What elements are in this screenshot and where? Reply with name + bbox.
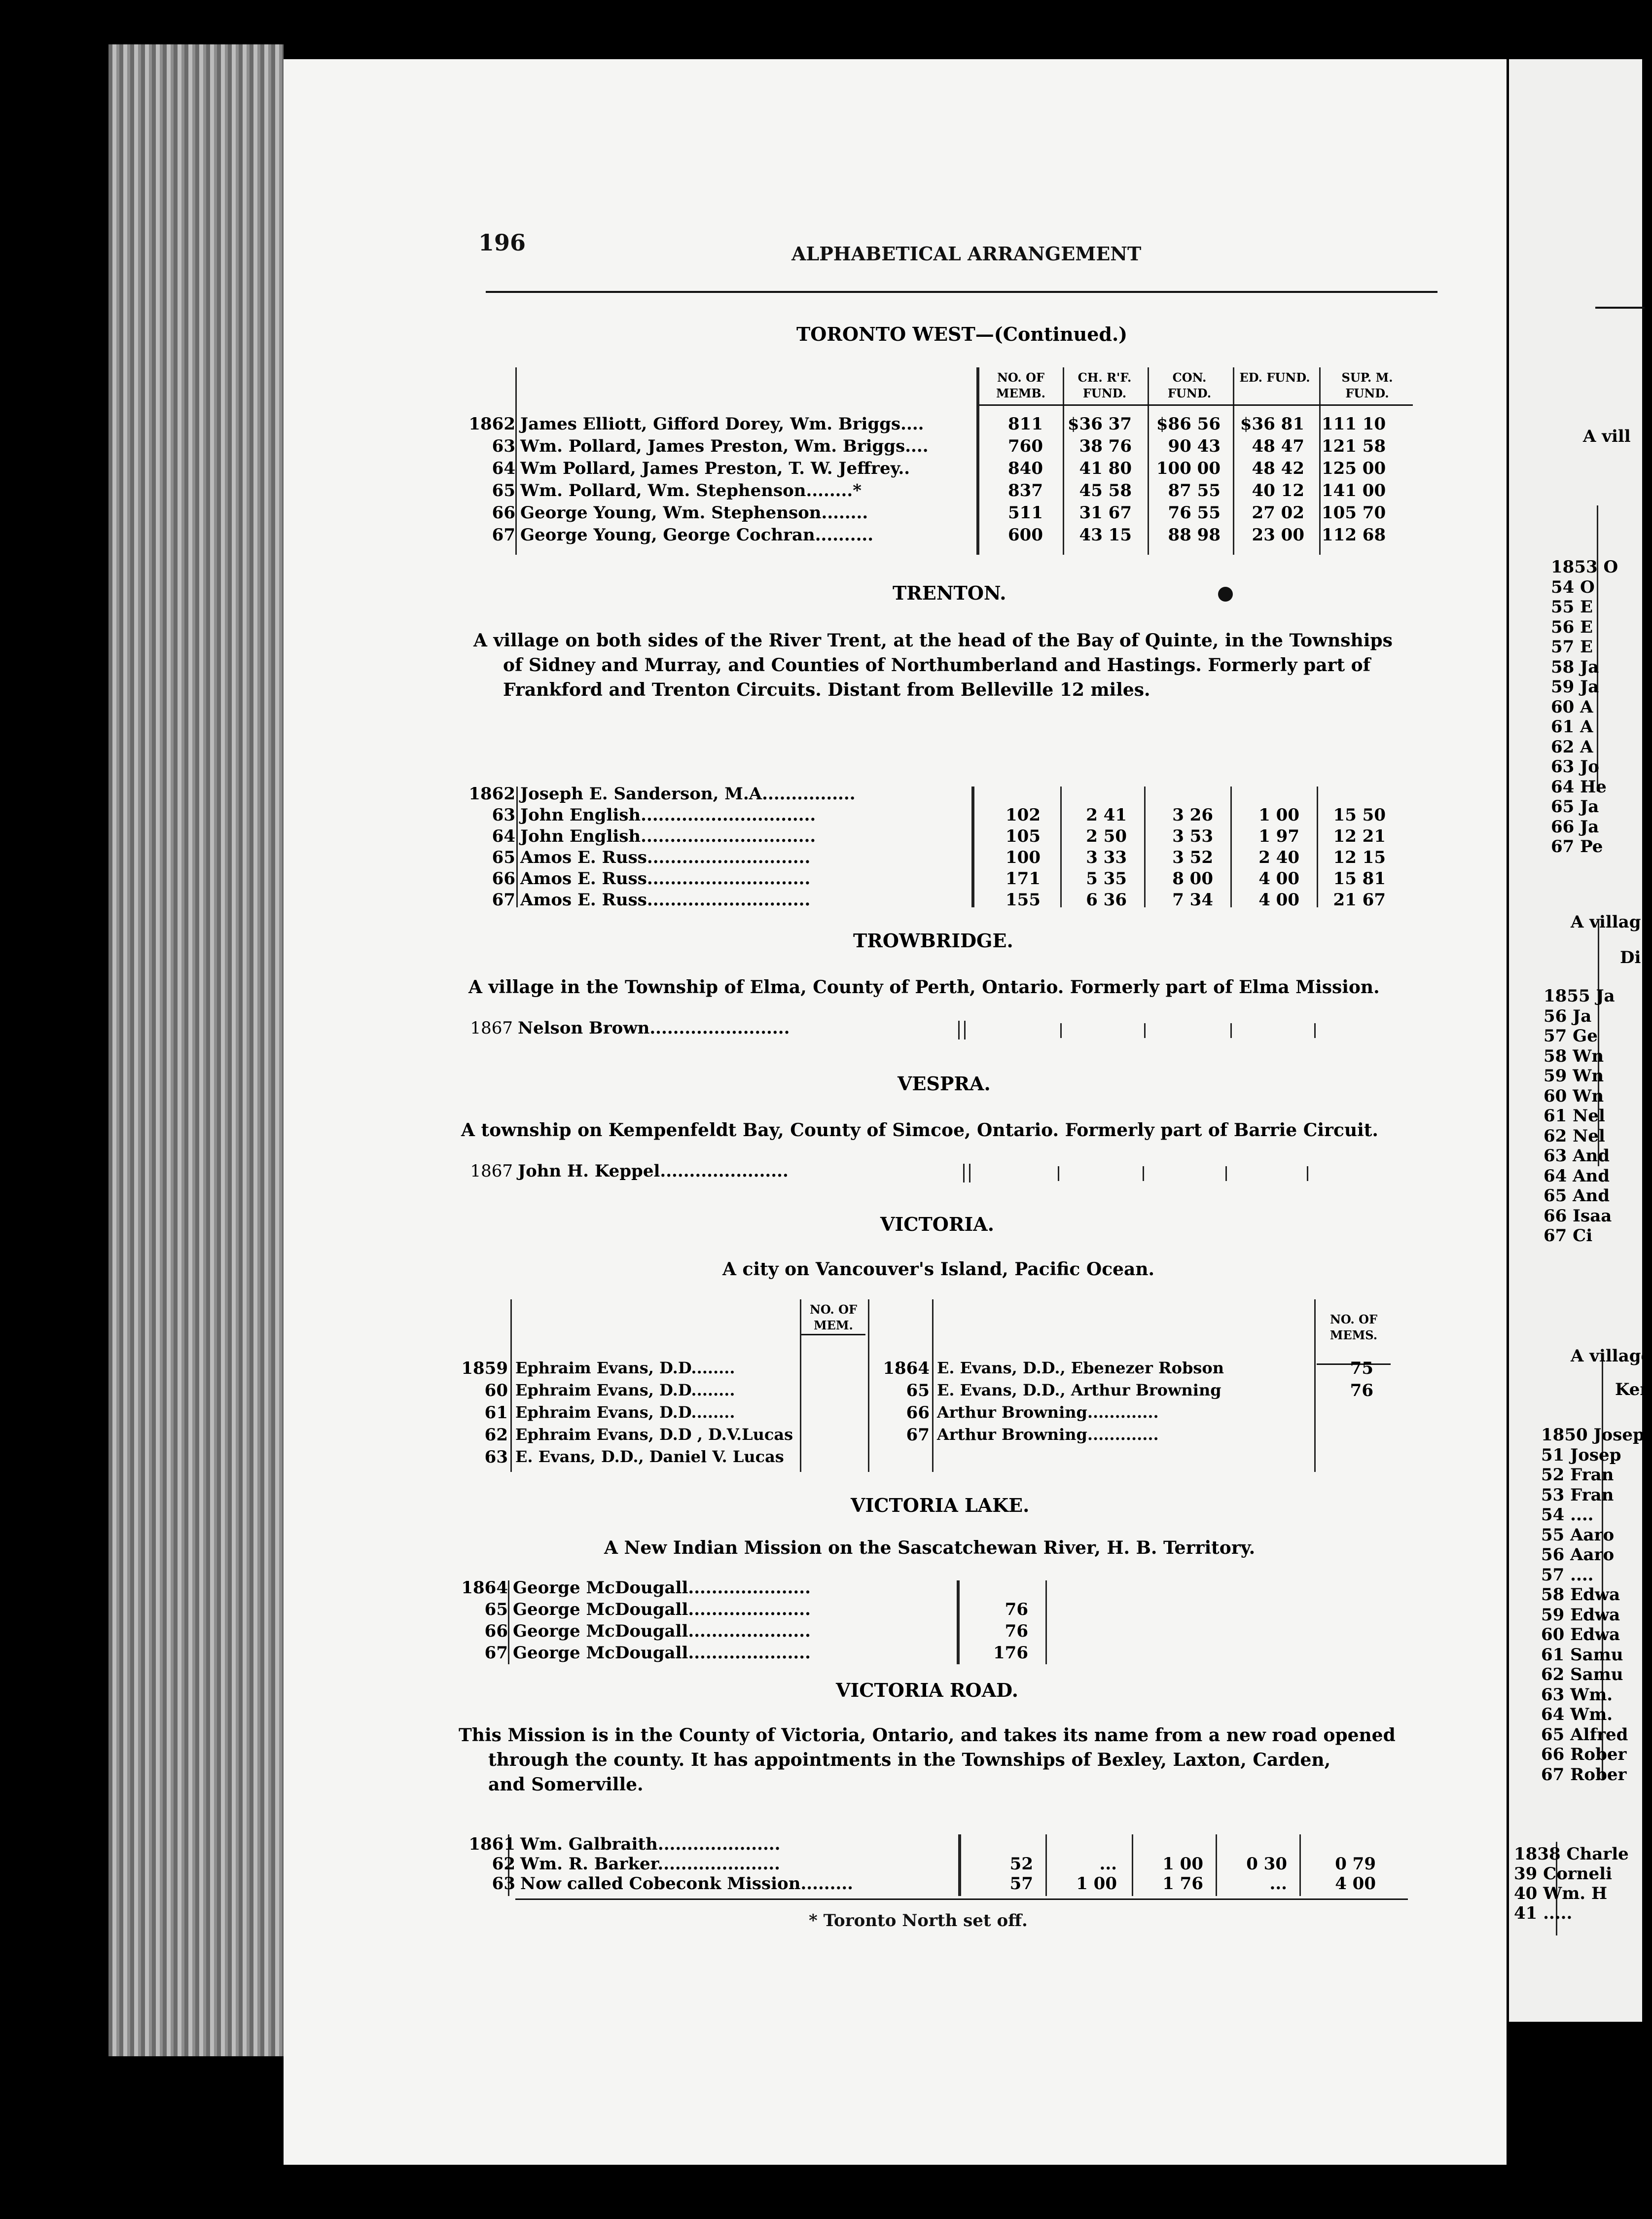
table-cell-memb bbox=[964, 1834, 1033, 1854]
table-cell-memb bbox=[976, 784, 1041, 804]
table-row-name: John English.............................. bbox=[520, 805, 816, 825]
table-row-year: 62 bbox=[484, 1425, 508, 1445]
trowbridge-rule-f bbox=[1314, 1023, 1316, 1038]
table-row-year: 67 bbox=[906, 1425, 930, 1445]
table-row-name: George McDougall..................... bbox=[513, 1578, 811, 1598]
vespra-rule-c bbox=[1058, 1166, 1059, 1181]
tw-col-chrf: CH. R'F. FUND. bbox=[1077, 370, 1132, 400]
table-row-year: 60 bbox=[484, 1381, 508, 1400]
table-cell-ed: 48 42 bbox=[1252, 459, 1304, 478]
table-cell-chrf: 1 00 bbox=[1076, 1874, 1117, 1894]
adjacent-page-line: 53 Fran bbox=[1541, 1485, 1614, 1505]
adjacent-page-line: 1855 Ja bbox=[1544, 986, 1615, 1006]
strip-rule-a bbox=[1597, 505, 1598, 791]
adjacent-page-line: 1838 Charle bbox=[1514, 1844, 1629, 1864]
vespra-rule-b bbox=[969, 1164, 970, 1182]
adjacent-page-line: 65 Alfred bbox=[1541, 1724, 1628, 1745]
footer-rule bbox=[515, 1898, 1408, 1900]
adjacent-page-line: 58 Ja bbox=[1551, 657, 1599, 677]
vic-mem-head-rule bbox=[801, 1334, 865, 1335]
tw-rule-2 bbox=[1148, 367, 1149, 555]
adjacent-page-line: 1853 O bbox=[1551, 557, 1618, 577]
table-cell-sup bbox=[1319, 784, 1386, 804]
table-cell-sup: 125 00 bbox=[1322, 459, 1386, 478]
table-cell-memb: 155 bbox=[1006, 890, 1041, 910]
table-row-name: Arthur Browning............. bbox=[937, 1425, 1159, 1444]
table-cell-memb: 837 bbox=[1008, 481, 1043, 501]
table-cell-chrf: 43 15 bbox=[1079, 525, 1132, 545]
tr-rule-1 bbox=[1060, 787, 1062, 907]
table-row-year: 63 bbox=[492, 436, 515, 456]
adjacent-page-line: 66 Isaa bbox=[1544, 1206, 1612, 1226]
adjacent-page-line: 62 A bbox=[1551, 737, 1593, 757]
adjacent-page-line: 65 And bbox=[1544, 1186, 1610, 1206]
adjacent-page-line: 41 ..... bbox=[1514, 1903, 1573, 1923]
table-row-year: 67 bbox=[492, 890, 515, 910]
table-row-year: 63 bbox=[492, 805, 515, 825]
adjacent-page-line: 57 Ge bbox=[1544, 1026, 1598, 1046]
adjacent-page-line: 63 Wm. bbox=[1541, 1684, 1613, 1705]
table-cell-memb: 76 bbox=[1005, 1600, 1028, 1619]
table-cell-chrf bbox=[1063, 784, 1127, 804]
table-cell-memb: 100 bbox=[1006, 848, 1041, 867]
table-cell-memb: 171 bbox=[1006, 869, 1041, 889]
adjacent-page-line: 56 Ja bbox=[1544, 1006, 1592, 1026]
vespra-rule-d bbox=[1143, 1166, 1144, 1181]
table-row-year: 65 bbox=[492, 848, 515, 867]
adjacent-page-line: 61 Samu bbox=[1541, 1645, 1623, 1665]
table-row-name: George Young, Wm. Stephenson........ bbox=[520, 503, 868, 523]
table-cell-memb: 57 bbox=[1009, 1874, 1033, 1894]
vic-right-rule bbox=[1314, 1299, 1316, 1472]
table-row-year: 65 bbox=[906, 1381, 930, 1400]
table-row-year: 65 bbox=[492, 481, 515, 501]
adjacent-page-line: A village bbox=[1571, 1346, 1652, 1366]
table-cell-con: 87 55 bbox=[1168, 481, 1221, 501]
table-cell-con: 76 55 bbox=[1168, 503, 1221, 523]
table-cell-chrf: 2 50 bbox=[1086, 826, 1127, 846]
table-row-year: 1862 bbox=[468, 414, 515, 434]
table-row-name: Wm. Pollard, Wm. Stephenson........* bbox=[520, 481, 862, 501]
table-row-name: Wm. Pollard, James Preston, Wm. Briggs.... bbox=[520, 436, 929, 456]
table-cell-ed: ... bbox=[1269, 1874, 1287, 1894]
table-cell-mems: 75 bbox=[1350, 1359, 1373, 1378]
trowbridge-rule-e bbox=[1230, 1023, 1232, 1038]
trowbridge-rule-d bbox=[1144, 1023, 1146, 1038]
adjacent-page-line: 62 Nel bbox=[1544, 1126, 1605, 1146]
table-cell-sup: 0 79 bbox=[1335, 1854, 1376, 1874]
tr-rule-3 bbox=[1230, 787, 1232, 907]
table-cell-con: 90 43 bbox=[1168, 436, 1221, 456]
adjacent-page-line: 59 Wn bbox=[1544, 1066, 1604, 1086]
tw-col-con: CON. FUND. bbox=[1167, 370, 1212, 400]
adjacent-page-line: 64 He bbox=[1551, 777, 1607, 797]
adjacent-page-line: 51 Josep bbox=[1541, 1445, 1621, 1465]
tw-left-rule bbox=[515, 367, 517, 555]
adjacent-page-line: 59 Ja bbox=[1551, 677, 1599, 697]
table-row-year: 67 bbox=[492, 525, 515, 545]
vic-mid-rule bbox=[932, 1299, 934, 1472]
table-cell-ed: $36 81 bbox=[1240, 414, 1304, 434]
table-cell-chrf bbox=[1048, 1834, 1117, 1854]
description-line: and Somerville. bbox=[488, 1774, 644, 1795]
adjacent-page-line: 56 Aaro bbox=[1541, 1545, 1615, 1565]
table-cell-con: 88 98 bbox=[1168, 525, 1221, 545]
tr-left-rule bbox=[516, 787, 518, 907]
table-cell-ed: 23 00 bbox=[1252, 525, 1304, 545]
victoria-lake-title: VICTORIA LAKE. bbox=[851, 1494, 1030, 1516]
table-row-name: George McDougall..................... bbox=[513, 1600, 811, 1619]
vic-left-rule bbox=[510, 1299, 512, 1472]
table-row-name: George McDougall..................... bbox=[513, 1643, 811, 1663]
adjacent-page-line: 60 A bbox=[1551, 697, 1593, 717]
table-cell-mems: 76 bbox=[1350, 1381, 1373, 1400]
trowbridge-rule-c bbox=[1060, 1023, 1062, 1038]
tw-rule-1 bbox=[1063, 367, 1064, 555]
table-cell-con: 7 34 bbox=[1172, 890, 1213, 910]
table-cell-chrf: $36 37 bbox=[1067, 414, 1132, 434]
table-row-year: 62 bbox=[492, 1854, 515, 1874]
table-row-name: Amos E. Russ............................ bbox=[520, 848, 811, 867]
table-cell-chrf: 31 67 bbox=[1079, 503, 1132, 523]
adjacent-page-line: 66 Ja bbox=[1551, 817, 1599, 837]
table-row-year: 66 bbox=[906, 1403, 930, 1423]
table-cell-chrf: 2 41 bbox=[1086, 805, 1127, 825]
footnote: * Toronto North set off. bbox=[809, 1911, 1028, 1931]
tr-data-rule bbox=[971, 787, 974, 907]
table-cell-ed: 40 12 bbox=[1252, 481, 1304, 501]
adjacent-page-line: 58 Wn bbox=[1544, 1046, 1604, 1066]
table-row-name: Arthur Browning............. bbox=[937, 1403, 1159, 1422]
adjacent-page-line: 57 .... bbox=[1541, 1565, 1594, 1585]
vespra-year: 1867 bbox=[470, 1161, 513, 1181]
table-cell-memb bbox=[964, 1578, 1028, 1598]
table-row-year: 64 bbox=[492, 826, 515, 846]
description-line: Frankford and Trenton Circuits. Distant from Belleville 12 miles. bbox=[503, 680, 1150, 700]
table-cell-ed: 4 00 bbox=[1258, 890, 1299, 910]
table-cell-con: 3 26 bbox=[1172, 805, 1213, 825]
table-cell-ed bbox=[1233, 784, 1299, 804]
adjacent-page-line: 54 O bbox=[1551, 577, 1595, 597]
table-row-name: Ephraim Evans, D.D........ bbox=[515, 1359, 735, 1377]
table-row-name: Wm Pollard, James Preston, T. W. Jeffrey.. bbox=[520, 459, 910, 478]
table-cell-chrf: 45 58 bbox=[1079, 481, 1132, 501]
table-cell-memb: 76 bbox=[1005, 1621, 1028, 1641]
adjacent-page-line: Ken bbox=[1615, 1380, 1652, 1399]
victoria-road-title: VICTORIA ROAD. bbox=[836, 1679, 1018, 1701]
table-row-name: E. Evans, D.D., Ebenezer Robson bbox=[937, 1359, 1224, 1377]
tw-col-ed: ED. FUND. bbox=[1239, 370, 1310, 385]
vespra-description: A township on Kempenfeldt Bay, County of Simcoe, Ontario. Formerly part of Barrie Circuit. bbox=[461, 1120, 1378, 1141]
adjacent-page-line: 58 Edwa bbox=[1541, 1585, 1620, 1605]
table-cell-memb: 840 bbox=[1008, 459, 1043, 478]
table-row-year: 66 bbox=[484, 1621, 508, 1641]
table-cell-memb: 52 bbox=[1009, 1854, 1033, 1874]
victoria-description: A city on Vancouver's Island, Pacific Ocean. bbox=[722, 1259, 1155, 1280]
table-row-year: 65 bbox=[484, 1600, 508, 1619]
description-line: A village on both sides of the River Trent, at the head of the Bay of Quinte, in the Townships bbox=[473, 630, 1393, 651]
table-row-year: 1859 bbox=[461, 1359, 508, 1378]
tr-rule-4 bbox=[1317, 787, 1318, 907]
page-header: ALPHABETICAL ARRANGEMENT bbox=[791, 243, 1142, 265]
table-cell-con: 8 00 bbox=[1172, 869, 1213, 889]
table-row-year: 61 bbox=[484, 1403, 508, 1423]
table-cell-sup: 15 81 bbox=[1333, 869, 1386, 889]
trowbridge-row bbox=[284, 1018, 1507, 1038]
tw-col-sup: SUP. M. FUND. bbox=[1341, 370, 1393, 400]
table-cell-ed: 27 02 bbox=[1252, 503, 1304, 523]
table-cell-con: 1 00 bbox=[1162, 1854, 1203, 1874]
toronto-west-title: TORONTO WEST—(Continued.) bbox=[796, 323, 1128, 345]
vr-rule-3 bbox=[1216, 1834, 1217, 1896]
description-line: This Mission is in the County of Victoria, Ontario, and takes its name from a new road opened bbox=[459, 1725, 1396, 1746]
table-cell-chrf: ... bbox=[1099, 1854, 1117, 1874]
trowbridge-year: 1867 bbox=[470, 1018, 513, 1038]
table-row-year: 1862 bbox=[468, 784, 515, 804]
table-cell-ed: 4 00 bbox=[1258, 869, 1299, 889]
adjacent-page-line: 60 Wn bbox=[1544, 1086, 1604, 1106]
table-row-name: Wm. R. Barker..................... bbox=[520, 1854, 780, 1874]
trowbridge-rule-b bbox=[964, 1021, 966, 1039]
book-page-edges bbox=[108, 44, 284, 2056]
table-cell-con bbox=[1147, 784, 1213, 804]
table-cell-sup: 12 21 bbox=[1333, 826, 1386, 846]
adjacent-page-line: 62 Samu bbox=[1541, 1665, 1623, 1684]
adjacent-page-fragment bbox=[1509, 59, 1652, 2022]
adjacent-page-line: A villag bbox=[1571, 912, 1641, 932]
adjacent-page-line: 60 Edwa bbox=[1541, 1625, 1620, 1645]
adjacent-page-line: 65 Ja bbox=[1551, 797, 1599, 817]
table-cell-sup: 21 67 bbox=[1333, 890, 1386, 910]
table-cell-sup bbox=[1302, 1834, 1376, 1854]
table-cell-con: $86 56 bbox=[1156, 414, 1221, 434]
trowbridge-rule-a bbox=[958, 1021, 960, 1039]
table-cell-con: 3 52 bbox=[1172, 848, 1213, 867]
table-cell-mems bbox=[1319, 1425, 1373, 1445]
adjacent-page-line: 63 And bbox=[1544, 1146, 1610, 1166]
adjacent-page-line: 55 Aaro bbox=[1541, 1525, 1615, 1545]
table-cell-sup: 111 10 bbox=[1322, 414, 1386, 434]
table-cell-memb: 105 bbox=[1006, 826, 1041, 846]
vespra-row bbox=[284, 1161, 1507, 1181]
table-cell-sup: 105 70 bbox=[1322, 503, 1386, 523]
table-row-name: George Young, George Cochran.......... bbox=[520, 525, 874, 545]
vl-data-rule bbox=[957, 1580, 960, 1664]
adjacent-page-line: 59 Edwa bbox=[1541, 1605, 1620, 1625]
adjacent-page-line: 40 Wm. H bbox=[1514, 1884, 1608, 1903]
table-cell-memb: 511 bbox=[1008, 503, 1043, 523]
table-row-name: Wm. Galbraith..................... bbox=[520, 1834, 781, 1854]
table-cell-sup: 12 15 bbox=[1333, 848, 1386, 867]
vespra-title: VESPRA. bbox=[898, 1073, 991, 1095]
vespra-rule-a bbox=[963, 1164, 965, 1182]
adjacent-page-line: 61 A bbox=[1551, 717, 1593, 737]
table-cell-memb: 760 bbox=[1008, 436, 1043, 456]
table-row-year: 66 bbox=[492, 869, 515, 889]
adjacent-page-line: 67 Rober bbox=[1541, 1764, 1627, 1785]
tw-head-rule bbox=[979, 404, 1413, 406]
table-cell-chrf: 5 35 bbox=[1086, 869, 1127, 889]
table-row-name: Amos E. Russ............................ bbox=[520, 890, 811, 910]
table-row-name: Joseph E. Sanderson, M.A................ bbox=[520, 784, 856, 804]
adjacent-page-line: 54 .... bbox=[1541, 1505, 1594, 1525]
table-row-name: Amos E. Russ............................ bbox=[520, 869, 811, 889]
strip-header-rule bbox=[1595, 307, 1645, 309]
table-cell-sup: 112 68 bbox=[1322, 525, 1386, 545]
adjacent-page-line: 61 Nel bbox=[1544, 1106, 1605, 1126]
vl-left-rule bbox=[508, 1580, 509, 1664]
table-row-name: Ephraim Evans, D.D........ bbox=[515, 1403, 735, 1422]
table-cell-ed bbox=[1218, 1834, 1287, 1854]
vr-rule-4 bbox=[1299, 1834, 1301, 1896]
description-line: through the county. It has appointments in the Townships of Bexley, Laxton, Carden, bbox=[488, 1750, 1331, 1770]
adjacent-page-line: 63 Jo bbox=[1551, 757, 1599, 777]
trenton-title: TRENTON. bbox=[893, 582, 1006, 604]
vr-rule-2 bbox=[1132, 1834, 1133, 1896]
table-cell-ed: 1 00 bbox=[1258, 805, 1299, 825]
adjacent-page-line: 64 And bbox=[1544, 1166, 1610, 1186]
table-cell-con: 3 53 bbox=[1172, 826, 1213, 846]
table-cell-chrf: 38 76 bbox=[1079, 436, 1132, 456]
book-page bbox=[284, 59, 1507, 2165]
table-cell-sup: 141 00 bbox=[1322, 481, 1386, 501]
table-cell-con: 100 00 bbox=[1156, 459, 1221, 478]
victoria-title: VICTORIA. bbox=[880, 1213, 994, 1235]
table-cell-sup: 4 00 bbox=[1335, 1874, 1376, 1894]
trowbridge-name: Nelson Brown........................ bbox=[518, 1018, 790, 1038]
vic-col-mems: NO. OF MEMS. bbox=[1329, 1312, 1378, 1342]
vespra-name: John H. Keppel...................... bbox=[518, 1161, 789, 1181]
vespra-rule-f bbox=[1307, 1166, 1308, 1181]
tw-rule-4 bbox=[1319, 367, 1321, 555]
vl-rule-1 bbox=[1045, 1580, 1047, 1664]
adjacent-page-line: 66 Rober bbox=[1541, 1745, 1627, 1764]
adjacent-page-line: Di bbox=[1620, 948, 1641, 967]
vic-col-mem: NO. OF MEM. bbox=[809, 1302, 858, 1332]
table-row-name: E. Evans, D.D., Arthur Browning bbox=[937, 1381, 1221, 1399]
adjacent-page-line: 1850 Josep bbox=[1541, 1425, 1645, 1445]
vr-data-rule bbox=[958, 1834, 961, 1896]
adjacent-page-line: 56 E bbox=[1551, 617, 1593, 637]
adjacent-page-line: 39 Corneli bbox=[1514, 1864, 1612, 1884]
adjacent-page-line: 64 Wm. bbox=[1541, 1705, 1613, 1724]
table-cell-memb: 176 bbox=[993, 1643, 1028, 1663]
tw-rule-3 bbox=[1233, 367, 1234, 555]
table-row-name: Ephraim Evans, D.D........ bbox=[515, 1381, 735, 1399]
table-row-name: Ephraim Evans, D.D , D.V.Lucas bbox=[515, 1425, 793, 1444]
vic-mem-rule-l bbox=[800, 1299, 801, 1472]
adjacent-page-line: 52 Fran bbox=[1541, 1465, 1614, 1485]
table-cell-sup: 15 50 bbox=[1333, 805, 1386, 825]
table-cell-ed: 1 97 bbox=[1258, 826, 1299, 846]
adjacent-page-line: 67 Pe bbox=[1551, 837, 1603, 857]
table-cell-chrf: 6 36 bbox=[1086, 890, 1127, 910]
table-cell-con: 1 76 bbox=[1162, 1874, 1203, 1894]
table-row-year: 1864 bbox=[461, 1578, 508, 1598]
table-row-year: 1864 bbox=[883, 1359, 930, 1378]
table-cell-mems bbox=[1319, 1403, 1373, 1423]
table-cell-ed: 48 47 bbox=[1252, 436, 1304, 456]
victoria-lake-description: A New Indian Mission on the Sascatchewan River, H. B. Territory. bbox=[604, 1538, 1256, 1558]
table-row-name: John English.............................. bbox=[520, 826, 816, 846]
table-cell-memb: 102 bbox=[1006, 805, 1041, 825]
table-row-name: George McDougall..................... bbox=[513, 1621, 811, 1641]
header-rule bbox=[486, 291, 1437, 293]
table-cell-con bbox=[1134, 1834, 1203, 1854]
description-line: of Sidney and Murray, and Counties of Northumberland and Hastings. Formerly part of bbox=[503, 655, 1371, 676]
table-row-year: 67 bbox=[484, 1643, 508, 1663]
table-row-year: 63 bbox=[492, 1874, 515, 1894]
table-row-name: Now called Cobeconk Mission......... bbox=[520, 1874, 853, 1894]
adjacent-page-line: 57 E bbox=[1551, 637, 1593, 657]
adjacent-page-line: 55 E bbox=[1551, 597, 1593, 617]
vr-rule-1 bbox=[1045, 1834, 1047, 1896]
table-cell-ed: 0 30 bbox=[1246, 1854, 1287, 1874]
table-cell-ed: 2 40 bbox=[1258, 848, 1299, 867]
adjacent-page-line: A vill bbox=[1583, 427, 1631, 446]
page-number: 196 bbox=[478, 229, 526, 256]
trowbridge-title: TROWBRIDGE. bbox=[853, 930, 1013, 952]
table-row-name: James Elliott, Gifford Dorey, Wm. Briggs.... bbox=[520, 414, 924, 434]
trenton-dot bbox=[1218, 587, 1233, 602]
table-cell-sup: 121 58 bbox=[1322, 436, 1386, 456]
table-row-year: 64 bbox=[492, 459, 515, 478]
tr-rule-2 bbox=[1144, 787, 1146, 907]
table-row-name: E. Evans, D.D., Daniel V. Lucas bbox=[515, 1447, 784, 1466]
trowbridge-description: A village in the Township of Elma, County of Perth, Ontario. Formerly part of Elma Mission. bbox=[468, 977, 1380, 998]
table-row-year: 66 bbox=[492, 503, 515, 523]
table-cell-memb: 811 bbox=[1008, 414, 1043, 434]
table-cell-chrf: 3 33 bbox=[1086, 848, 1127, 867]
table-row-year: 63 bbox=[484, 1447, 508, 1467]
vic-mem-rule-r bbox=[868, 1299, 869, 1472]
table-cell-chrf: 41 80 bbox=[1079, 459, 1132, 478]
tw-col-memb: NO. OF MEMB. bbox=[996, 370, 1046, 400]
adjacent-page-line: 67 Ci bbox=[1544, 1226, 1593, 1246]
table-row-year: 1861 bbox=[468, 1834, 515, 1854]
vespra-rule-e bbox=[1225, 1166, 1227, 1181]
table-cell-memb: 600 bbox=[1008, 525, 1043, 545]
